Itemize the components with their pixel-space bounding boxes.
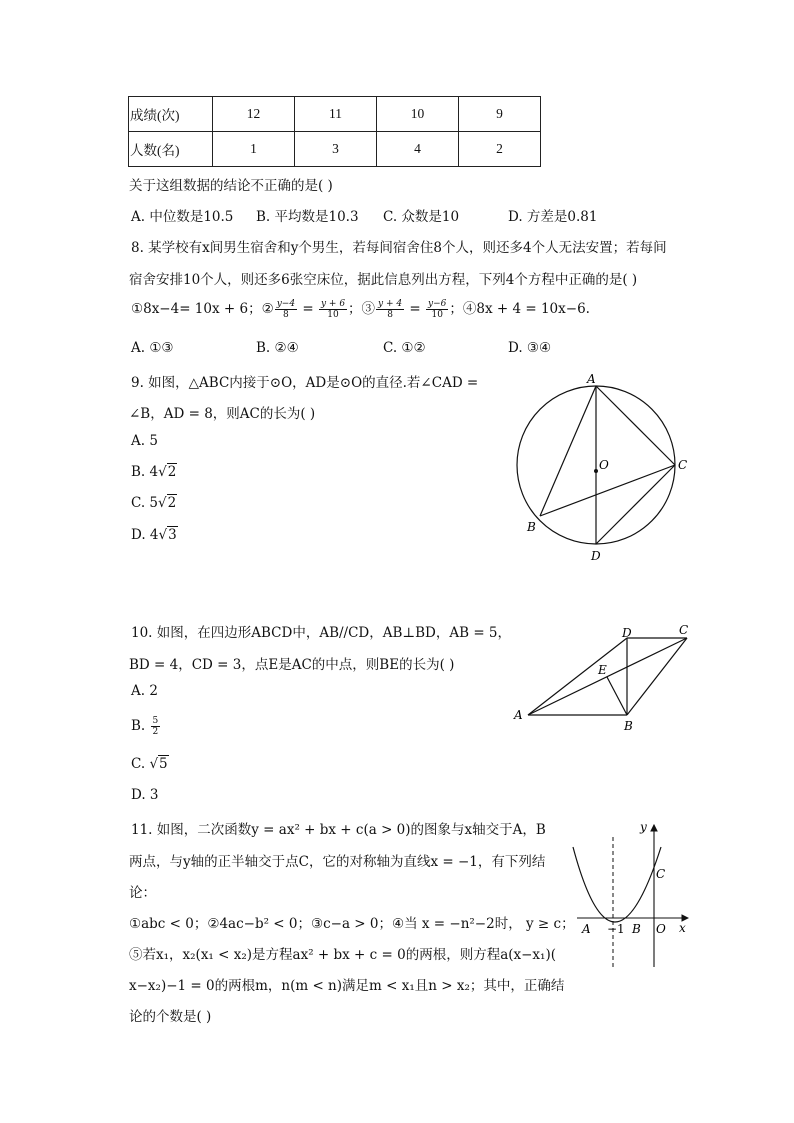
fraction: $\frac{y-6}{10}$: [428, 299, 447, 320]
q11-text-line-7: 论的个数是( ): [129, 1009, 212, 1025]
table-cell: 10: [377, 97, 459, 132]
quadrilateral-figure: [510, 620, 700, 735]
label-c: C: [656, 867, 666, 881]
q8-option-a: A. ①③: [131, 340, 174, 356]
q10-option-a: A. 2: [131, 683, 158, 699]
q11-text-line-5: ⑤若x₁，x₂(x₁ < x₂)是方程ax² + bx + c = 0的两根，则方程a(x−x₁)(: [129, 947, 556, 963]
q11-text-line-3: 论：: [129, 885, 156, 901]
table-cell: 4: [377, 132, 459, 167]
label-a: A: [587, 372, 596, 386]
label-x: x: [679, 921, 686, 935]
q8-eq4: ；④8x + 4 = 10x−6.: [449, 301, 590, 317]
label-a: A: [514, 708, 523, 722]
table-row: [129, 97, 541, 132]
q8-eq1: ①8x−4= 10x + 6；: [131, 301, 262, 317]
label-neg1: −1: [607, 922, 625, 936]
label-b: B: [527, 520, 536, 534]
q8-equations: ①8x−4= 10x + 6；② $\frac{y-4}{8}$ = $\frac{y + 6}{10}$ ；③ $\frac{y + 4}{8}$ = $\frac{y-6}{10}$ ；④8x + 4 = 10x−6.: [131, 299, 590, 320]
segment-dc: [596, 465, 675, 544]
segment-ac: [528, 638, 687, 715]
q9-text-line-1: 9. 如图，△ABC内接于⊙O，AD是⊙O的直径.若∠CAD =: [131, 375, 479, 391]
segment-ad: [528, 638, 627, 715]
table-row: [129, 132, 541, 167]
table-cell: 人数(名): [129, 132, 213, 167]
q9-option-a: A. 5: [131, 433, 158, 449]
table-cell: 2: [459, 132, 541, 167]
q8-option-d: D. ③④: [508, 340, 552, 356]
q8-text-line-2: 宿舍安排10个人，则还多6张空床位，据此信息列出方程，下列4个方程中正确的是( ): [129, 272, 638, 288]
q11-text-line-2: 两点，与y轴的正半轴交于点C，它的对称轴为直线x = −1，有下列结: [129, 854, 546, 870]
q7-option-b: B. 平均数是10.3: [256, 209, 359, 225]
q8-option-c: C. ①②: [383, 340, 426, 356]
table-cell: 1: [213, 132, 295, 167]
q9-text-line-2: ∠B，AD = 8，则AC的长为( ): [129, 406, 316, 422]
q11-text-line-6: x−x₂)−1 = 0的两根m，n(m < n)满足m < x₁且n > x₂；其中，正确结: [129, 978, 565, 994]
q9-option-d: D. 4√3: [131, 527, 177, 543]
label-o: O: [656, 922, 666, 936]
parabola-curve: [573, 847, 661, 922]
q7-option-a: A. 中位数是10.5: [131, 209, 234, 225]
segment-bc: [540, 465, 675, 516]
q7-option-c: C. 众数是10: [383, 209, 460, 225]
q8-eq3-mark: ；③: [348, 301, 376, 317]
q10-text-line-2: BD = 4，CD = 3，点E是AC的中点，则BE的长为( ): [129, 657, 455, 673]
segment-ab: [540, 386, 596, 516]
segment-bc: [627, 638, 687, 715]
q8-text-line-1: 8. 某学校有x间男生宿舍和y个男生，若每间宿舍住8个人，则还多4个人无法安置；若每间: [131, 240, 667, 256]
label-a: A: [582, 922, 591, 936]
table-cell: 11: [295, 97, 377, 132]
q10-option-c: C. √5: [131, 756, 168, 772]
segment-be: [607, 677, 627, 715]
table-cell: 成绩(次): [129, 97, 213, 132]
q9-option-c: C. 5√2: [131, 495, 177, 511]
q11-text-line-1: 11. 如图，二次函数y = ax² + bx + c(a > 0)的图象与x轴交于A，B: [131, 822, 546, 838]
table-cell: 9: [459, 97, 541, 132]
q9-option-b: B. 4√2: [131, 464, 177, 480]
parabola-figure: [565, 815, 695, 973]
score-table: [128, 96, 541, 167]
q11-text-line-4: ①abc < 0；②4ac−b² < 0；③c−a > 0；④当 x = −n²−2时， y ≥ c；: [129, 916, 575, 932]
q8-option-b: B. ②④: [256, 340, 299, 356]
label-y: y: [640, 820, 647, 834]
label-c: C: [679, 623, 689, 637]
q10-option-d: D. 3: [131, 787, 159, 803]
q7-prompt: 关于这组数据的结论不正确的是( ): [129, 178, 333, 194]
q7-option-d: D. 方差是0.81: [508, 209, 598, 225]
fraction: $\frac{5}{2}$: [152, 716, 159, 737]
label-b: B: [624, 719, 633, 733]
q10-text-line-1: 10. 如图，在四边形ABCD中，AB//CD，AB⊥BD，AB = 5，: [131, 625, 512, 641]
fraction: $\frac{y + 4}{8}$: [378, 299, 403, 320]
table-cell: 12: [213, 97, 295, 132]
circle-figure: [505, 368, 705, 568]
center-point: [594, 469, 598, 473]
q8-eq2-mark: ②: [261, 301, 274, 317]
table-cell: 3: [295, 132, 377, 167]
label-e: E: [598, 663, 607, 677]
fraction: $\frac{y + 6}{10}$: [320, 299, 346, 320]
q10-option-b: B. $\frac{5}{2}$: [131, 716, 159, 737]
label-d: D: [622, 626, 632, 640]
fraction: $\frac{y-4}{8}$: [276, 299, 296, 320]
label-o: O: [599, 458, 609, 472]
label-c: C: [678, 458, 688, 472]
label-d: D: [591, 549, 601, 563]
label-b: B: [632, 922, 641, 936]
segment-ac: [596, 386, 675, 465]
